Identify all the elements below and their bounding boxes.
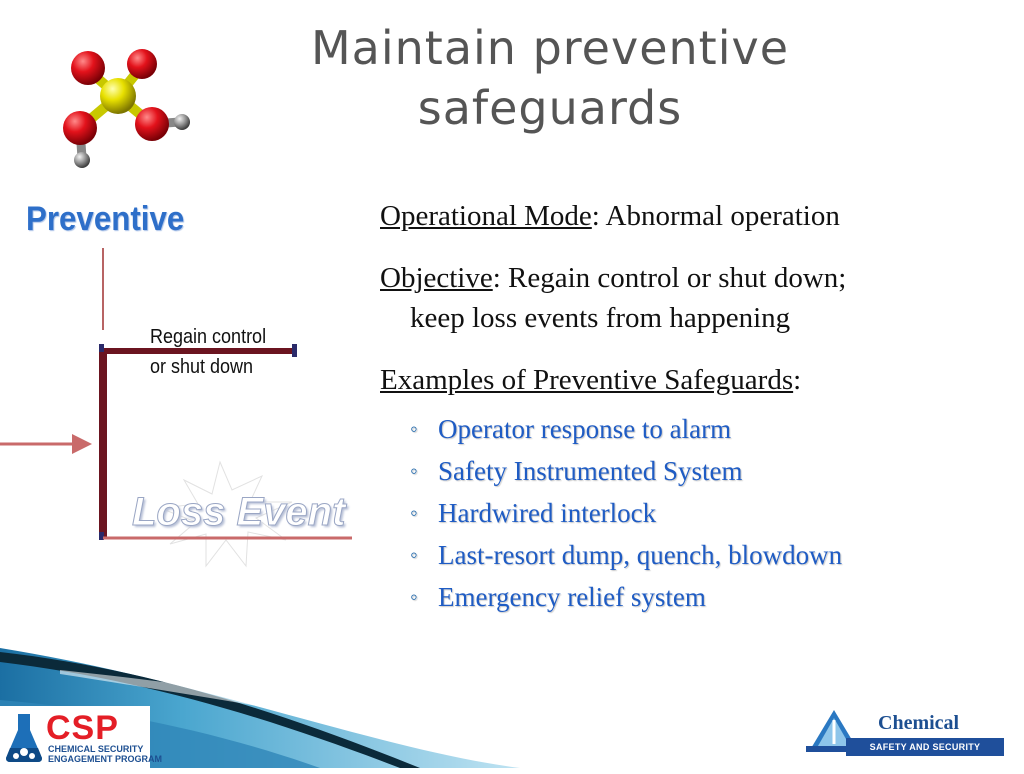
regain-control-label [150,322,285,382]
examples-suffix: : [793,364,802,396]
arrow-head [72,434,92,454]
list-item-text: Operator response to alarm [438,414,732,444]
slide-title [250,18,850,138]
bullet-icon: ◦ [410,584,418,609]
examples-heading [380,360,1000,400]
bullet-icon: ◦ [410,542,418,567]
list-item-text: Safety Instrumented System [438,456,743,486]
list-item-text: Last-resort dump, quench, blowdown [438,540,843,570]
chemical-logo-title: Chemical [878,712,960,734]
operational-mode-value: : Abnormal operation [591,200,840,232]
csp-logo-text: CSP [46,709,119,747]
barrier-bar [99,348,107,538]
barrier-cap [292,344,297,357]
list-item-text: Emergency relief system [438,582,706,612]
title-line-2: safeguards [417,81,683,135]
csp-subtitle-line-2: ENGAGEMENT PROGRAM [48,754,163,764]
operational-mode [380,196,1000,236]
bullet-icon: ◦ [410,458,418,483]
molecule-illustration [50,40,210,180]
objective-line-2: keep loss events from happening [410,302,791,334]
bullet-icon: ◦ [410,416,418,441]
objective [380,258,1000,338]
objective-label: Objective [380,262,493,294]
operational-mode-label: Operational Mode [380,200,592,232]
list-item [410,534,1000,576]
chemical-logo-subtitle: SAFETY AND SECURITY TRAINING [846,738,1004,756]
list-item-text: Hardwired interlock [438,498,657,528]
examples-label: Examples of Preventive Safeguards [380,364,794,396]
list-item [410,492,1000,534]
list-item [410,576,1000,618]
bullet-icon: ◦ [410,500,418,525]
preventive-label: Preventive [26,200,185,238]
objective-line-1: : Regain control or shut down; [492,262,847,294]
regain-line-1: Regain control [150,326,267,348]
flask-icon [4,712,44,764]
csp-subtitle [48,744,162,764]
loss-event-label: Loss Event [132,490,346,534]
slide-content [380,196,1000,618]
title-line-1: Maintain preventive [310,21,789,75]
list-item [410,450,1000,492]
csp-subtitle-line-1: CHEMICAL SECURITY [48,744,144,754]
list-item [410,408,1000,450]
safeguard-list [380,408,1000,618]
regain-line-2: or shut down [150,356,254,378]
